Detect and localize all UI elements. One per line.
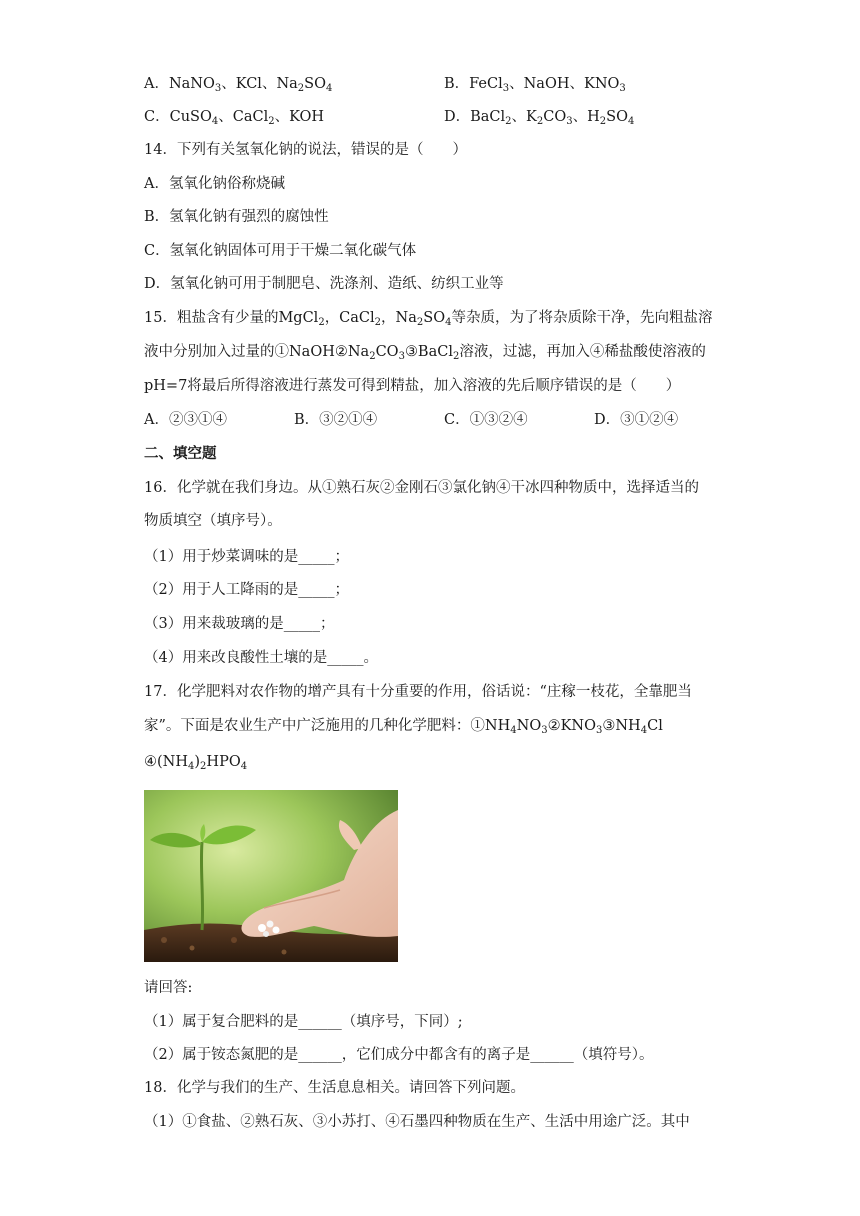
q16-part1: （1）用于炒菜调味的是_____；: [144, 549, 349, 565]
q14-option-d: D．氢氧化钠可用于制肥皂、洗涤剂、造纸、纺织工业等: [144, 276, 504, 292]
q14-option-b: B．氢氧化钠有强烈的腐蚀性: [144, 209, 329, 225]
q16-part2: （2）用于人工降雨的是_____；: [144, 582, 349, 598]
q14-option-a: A．氢氧化钠俗称烧碱: [144, 176, 285, 192]
q15-option-a: A．②③①④: [144, 412, 227, 428]
q17-formula-4: $④(NH_4)_2HPO_4$: [144, 754, 248, 772]
q15-stem-line2: 液中分别加入过量的$①NaOH②Na_2CO_3③BaCl_2$溶液，过滤，再加入④稀盐酸使溶液的: [144, 344, 706, 362]
q15-option-b: B．③②①④: [294, 412, 378, 428]
q17-stem-line1: 17．化学肥料对农作物的增产具有十分重要的作用，俗话说：“庄稼一枝花，全靠肥当: [144, 684, 692, 700]
q16-part4: （4）用来改良酸性土壤的是_____。: [144, 650, 378, 666]
q18-part1: （1）①食盐、②熟石灰、③小苏打、④石墨四种物质在生产、生活中用途广泛。其中: [144, 1114, 690, 1130]
q16-part3: （3）用来裁玻璃的是_____；: [144, 616, 335, 632]
q15-stem-line1: 15．粗盐含有少量的MgCl$_2$，CaCl$_2$，$Na_2SO_4$等杂质，为了将杂质除干净，先向粗盐溶: [144, 310, 713, 328]
fertilizer-seedling-photo: [144, 790, 398, 962]
q14-stem: 14．下列有关氢氧化钠的说法，错误的是（ ）: [144, 142, 467, 158]
q15-stem-line3: pH=7将最后所得溶液进行蒸发可得到精盐，加入溶液的先后顺序错误的是（ ）: [144, 378, 681, 394]
q15-option-d: D．③①②④: [594, 412, 679, 428]
q17-part1: （1）属于复合肥料的是______（填序号，下同）;: [144, 1014, 463, 1030]
q17-part2: （2）属于铵态氮肥的是______，它们成分中都含有的离子是______（填符号）。: [144, 1047, 654, 1063]
q17-stem-line2: 家”。下面是农业生产中广泛施用的几种化学肥料：$①NH_4NO_3②KNO_3③NH_4Cl$: [144, 718, 663, 736]
q13-option-d: D．BaCl$_2$、$K_2CO_3$、$H_2SO_4$: [444, 109, 635, 127]
q14-option-c: C．氢氧化钠固体可用于干燥二氧化碳气体: [144, 243, 417, 259]
section-heading: 二、填空题: [144, 445, 217, 462]
q16-stem-line2: 物质填空（填序号）。: [144, 513, 282, 529]
q13-option-b: B．FeCl$_3$、NaOH、$KNO_3$: [444, 76, 626, 94]
q18-stem: 18．化学与我们的生产、生活息息相关。请回答下列问题。: [144, 1080, 525, 1096]
q13-option-a: A．NaNO$_3$、KCl、$Na_2SO_4$: [144, 76, 333, 94]
q15-option-c: C．①③②④: [444, 412, 528, 428]
q17-answer-prompt: 请回答:: [144, 980, 193, 996]
q16-stem-line1: 16．化学就在我们身边。从①熟石灰②金刚石③氯化钠④干冰四种物质中，选择适当的: [144, 480, 699, 496]
q13-option-c: C．CuSO$_4$、CaCl$_2$、KOH: [144, 109, 325, 127]
